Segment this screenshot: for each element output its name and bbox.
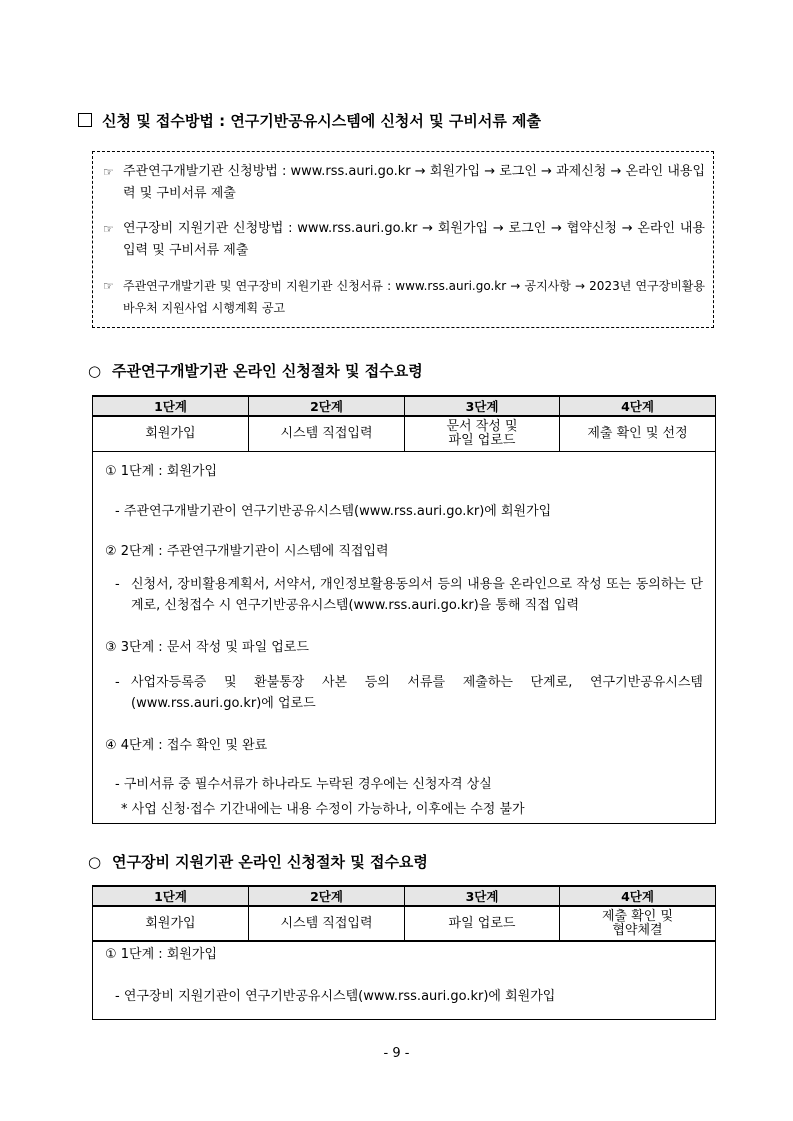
step-cell: 회원가입 [93,416,249,452]
step-detail-heading: ① 1단계 : 회원가입 [105,947,218,962]
pointing-hand-icon: ☞ [103,279,114,293]
step-cell: 제출 확인 및 협약체결 [560,906,716,942]
notice-box [92,151,714,328]
steps-value-row [93,906,716,942]
step-cell: 시스템 직접입력 [249,906,405,942]
checkbox-square-icon [78,113,92,127]
step-detail-heading: ① 1단계 : 회원가입 [105,464,218,479]
step-header: 1단계 [93,886,249,906]
step-detail-heading: ④ 4단계 : 접수 확인 및 완료 [105,738,268,753]
step-cell: 문서 작성 및 파일 업로드 [405,416,560,452]
step-detail-note: * 사업 신청·접수 기간내에는 내용 수정이 가능하나, 이후에는 수정 불가 [121,802,525,817]
step-cell: 회원가입 [93,906,249,942]
steps-header-row [93,886,716,906]
step-detail-heading: ③ 3단계 : 문서 작성 및 파일 업로드 [105,640,309,655]
section-heading [78,110,541,131]
step-detail-text: - 신청서, 장비활용계획서, 서약서, 개인정보활용동의서 등의 내용을 온라인으로 작성 또는 동의하는 단계로, 신청접수 시 연구기반공유시스템(www.rss.auri.go.kr)을 통해 직접 입력 [115,577,703,613]
step-detail-heading: ② 2단계 : 주관연구개발기관이 시스템에 직접입력 [105,544,389,559]
notice-item [103,218,705,262]
step-detail-text: - 주관연구개발기관이 연구기반공유시스템(www.rss.auri.go.kr)에 회원가입 [115,504,552,519]
notice-text: 주관연구개발기관 및 연구장비 지원기관 신청서류 : www.rss.auri.go.kr → 공지사항 → 2023년 연구장비활용 바우처 지원사업 시행계획 공고 [123,279,705,315]
step-header: 4단계 [560,396,716,416]
step-header: 2단계 [249,396,405,416]
steps-header-row [93,396,716,416]
pointing-hand-icon: ☞ [103,222,114,236]
step-header: 2단계 [249,886,405,906]
notice-text: 연구장비 지원기관 신청방법 : www.rss.auri.go.kr → 회원가입 → 로그인 → 협약신청 → 온라인 내용입력 및 구비서류 제출 [123,221,705,258]
steps-detail-box [92,451,716,824]
steps-detail-box [92,940,716,1020]
subsection-title-text: 주관연구개발기관 온라인 신청절차 및 접수요령 [112,362,423,380]
steps-value-row [93,416,716,452]
step-header: 3단계 [405,396,560,416]
step-header: 4단계 [560,886,716,906]
step-detail-text: - 구비서류 중 필수서류가 하나라도 누락된 경우에는 신청자격 상실 [115,777,492,792]
notice-text: 주관연구개발기관 신청방법 : www.rss.auri.go.kr → 회원가입 → 로그인 → 과제신청 → 온라인 내용입력 및 구비서류 제출 [123,164,705,201]
step-cell: 시스템 직접입력 [249,416,405,452]
circle-bullet-icon: ○ [88,362,102,380]
subsection-title [88,360,423,381]
steps-table [92,885,716,942]
step-cell: 파일 업로드 [405,906,560,942]
circle-bullet-icon: ○ [88,853,102,871]
step-header: 3단계 [405,886,560,906]
notice-item [103,275,705,319]
pointing-hand-icon: ☞ [103,165,114,179]
heading-text: 신청 및 접수방법 : 연구기반공유시스템에 신청서 및 구비서류 제출 [102,112,542,130]
step-detail-text: - 연구장비 지원기관이 연구기반공유시스템(www.rss.auri.go.kr)에 회원가입 [115,989,556,1004]
steps-table [92,395,716,452]
page-number: - 9 - [383,1046,410,1061]
notice-item [103,161,705,205]
subsection-title-text: 연구장비 지원기관 온라인 신청절차 및 접수요령 [112,853,428,871]
subsection-title [88,851,428,872]
step-detail-text: - 사업자등록증 및 환불통장 사본 등의 서류를 제출하는 단계로, 연구기반공유시스템(www.rss.auri.go.kr)에 업로드 [115,675,703,711]
step-cell: 제출 확인 및 선정 [560,416,716,452]
step-header: 1단계 [93,396,249,416]
